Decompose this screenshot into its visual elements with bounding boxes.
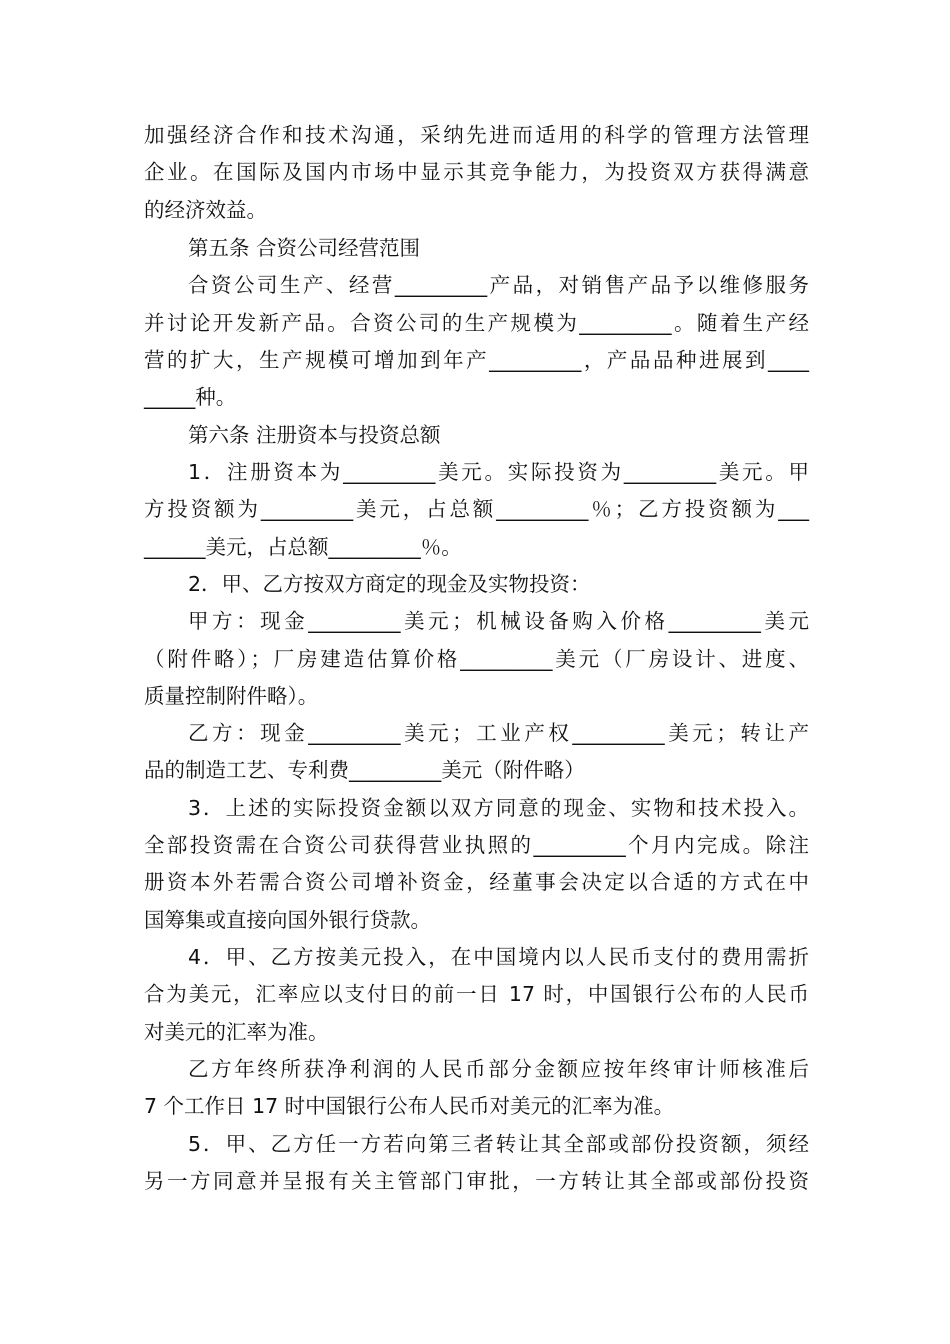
section-heading: 第六条 注册资本与投资总额 bbox=[188, 423, 441, 447]
text-line: 品的制造工艺、专利费_________美元（附件略） bbox=[144, 758, 585, 782]
text-line: ______美元，占总额_________％。 bbox=[144, 535, 462, 559]
text-line: 合为美元，汇率应以支付日的前一日 17 时，中国银行公布的人民币 bbox=[144, 982, 809, 1006]
section-heading: 第五条 合资公司经营范围 bbox=[188, 236, 421, 260]
text-line: 合资公司生产、经营_________产品，对销售产品予以维修服务 bbox=[188, 273, 809, 297]
text-line: 乙方年终所获净利润的人民币部分金额应按年终审计师核准后 bbox=[188, 1057, 809, 1081]
text-line: 册资本外若需合资公司增补资金，经董事会决定以合适的方式在中 bbox=[144, 870, 809, 894]
text-line: 4．甲、乙方按美元投入，在中国境内以人民币支付的费用需折 bbox=[188, 945, 809, 969]
text-line: 5．甲、乙方任一方若向第三者转让其全部或部份投资额，须经 bbox=[188, 1132, 809, 1156]
text-line: 加强经济合作和技术沟通，采纳先进而适用的科学的管理方法管理 bbox=[144, 123, 809, 147]
text-line: 对美元的汇率为准。 bbox=[144, 1020, 329, 1044]
text-line: 甲方：现金_________美元；机械设备购入价格_________美元 bbox=[188, 609, 809, 633]
text-line: _____种。 bbox=[144, 385, 237, 409]
text-line: 质量控制附件略）。 bbox=[144, 684, 319, 708]
text-line: （附件略）；厂房建造估算价格_________美元（厂房设计、进度、 bbox=[144, 647, 809, 671]
text-line: 方投资额为_________美元，占总额_________％；乙方投资额为___ bbox=[144, 497, 809, 521]
text-line: 营的扩大，生产规模可增加到年产_________，产品品种进展到____ bbox=[144, 348, 809, 372]
text-line: 7 个工作日 17 时中国银行公布人民币对美元的汇率为准。 bbox=[144, 1094, 675, 1118]
text-line: 的经济效益。 bbox=[144, 198, 267, 222]
text-line: 国筹集或直接向国外银行贷款。 bbox=[144, 908, 431, 932]
text-line: 3．上述的实际投资金额以双方同意的现金、实物和技术投入。 bbox=[188, 796, 809, 820]
text-line: 另一方同意并呈报有关主管部门审批，一方转让其全部或部份投资 bbox=[144, 1169, 809, 1193]
text-line: 1．注册资本为_________美元。实际投资为_________美元。甲 bbox=[188, 460, 809, 484]
text-line: 乙方：现金_________美元；工业产权_________美元；转让产 bbox=[188, 721, 809, 745]
text-line: 2．甲、乙方按双方商定的现金及实物投资： bbox=[188, 572, 591, 596]
text-line: 企业。在国际及国内市场中显示其竞争能力，为投资双方获得满意 bbox=[144, 160, 809, 184]
text-line: 并讨论开发新产品。合资公司的生产规模为_________。随着生产经 bbox=[144, 311, 809, 335]
text-line: 全部投资需在合资公司获得营业执照的_________个月内完成。除注 bbox=[144, 833, 809, 857]
